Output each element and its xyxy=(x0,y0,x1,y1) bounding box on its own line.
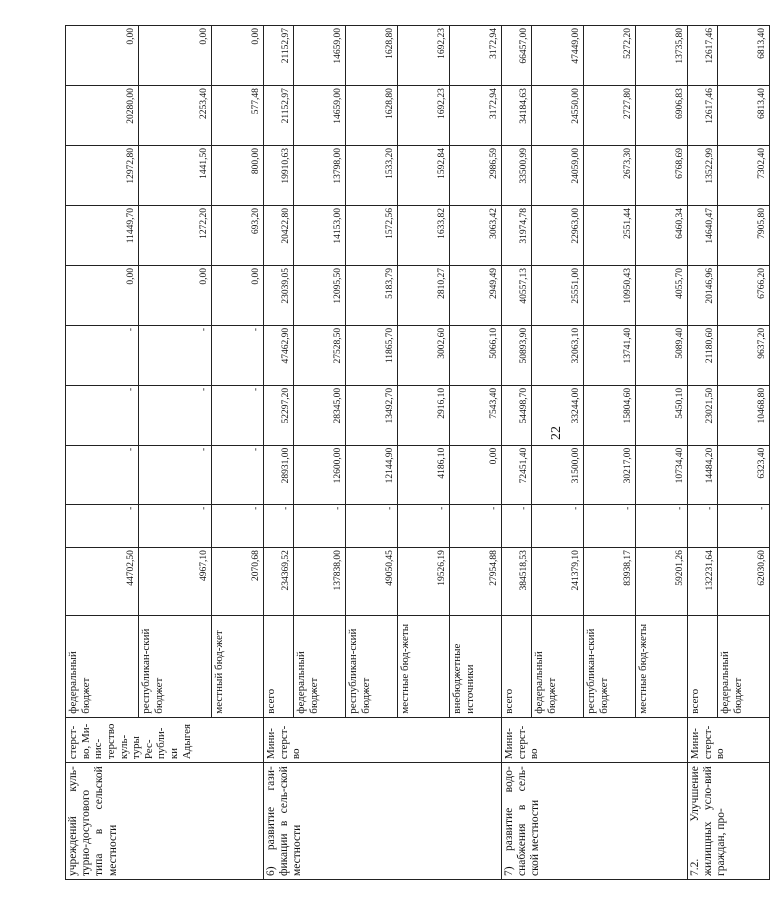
value-cell: 3002,60 xyxy=(398,325,450,385)
table-row xyxy=(66,26,139,880)
table-row xyxy=(502,26,532,880)
value-cell: 2916,10 xyxy=(398,385,450,445)
value-cell: 2551,44 xyxy=(584,205,636,265)
value-cell: 27954,88 xyxy=(450,548,502,616)
value-cell: - xyxy=(66,445,139,504)
value-cell: 3063,42 xyxy=(450,205,502,265)
value-cell: 19526,19 xyxy=(398,548,450,616)
value-cell: 14484,20 xyxy=(688,445,718,504)
value-cell: 3172,94 xyxy=(450,86,502,146)
value-cell: 21180,60 xyxy=(688,325,718,385)
value-cell: 2810,27 xyxy=(398,265,450,325)
value-cell: 1441,50 xyxy=(139,146,212,206)
value-cell: - xyxy=(398,504,450,547)
value-cell: 28345,00 xyxy=(294,385,346,445)
measure-description: учреждений куль-турно-досугового типа в сельской местности xyxy=(66,763,264,880)
measure-description: 7) развитие водо-снабжения в сель-ской местности xyxy=(502,763,688,880)
value-cell: - xyxy=(450,504,502,547)
value-cell: 5183,79 xyxy=(346,265,398,325)
funding-source: федеральный бюджет xyxy=(718,616,770,717)
value-cell: 384518,53 xyxy=(502,548,532,616)
value-cell: 24059,00 xyxy=(532,146,584,206)
value-cell: 7302,40 xyxy=(718,146,770,206)
value-cell: 12144,90 xyxy=(346,445,398,504)
value-cell: 4967,10 xyxy=(139,548,212,616)
measure-description: 6) развитие гази-фикации в сель-ской местности xyxy=(264,763,502,880)
value-cell: - xyxy=(212,385,264,445)
value-cell: 13735,80 xyxy=(636,26,688,86)
value-cell: 137838,00 xyxy=(294,548,346,616)
value-cell: 0,00 xyxy=(212,265,264,325)
value-cell: 14640,47 xyxy=(688,205,718,265)
value-cell: 47462,90 xyxy=(264,325,294,385)
value-cell: 33500,99 xyxy=(502,146,532,206)
value-cell: 5089,40 xyxy=(636,325,688,385)
value-cell: 15804,60 xyxy=(584,385,636,445)
value-cell: - xyxy=(66,385,139,445)
value-cell: 12617,46 xyxy=(688,86,718,146)
value-cell: 10468,80 xyxy=(718,385,770,445)
value-cell: 12600,00 xyxy=(294,445,346,504)
value-cell: - xyxy=(294,504,346,547)
value-cell: 7905,80 xyxy=(718,205,770,265)
value-cell: 14153,00 xyxy=(294,205,346,265)
value-cell: 1592,84 xyxy=(398,146,450,206)
program-financing-table xyxy=(65,25,770,880)
value-cell: - xyxy=(139,385,212,445)
value-cell: - xyxy=(212,504,264,547)
value-cell: 10734,40 xyxy=(636,445,688,504)
value-cell: 83938,17 xyxy=(584,548,636,616)
responsible-executor: Мини-стерст-во xyxy=(264,717,502,762)
value-cell: - xyxy=(139,445,212,504)
value-cell: 21152,97 xyxy=(264,86,294,146)
value-cell: 14659,00 xyxy=(294,86,346,146)
value-cell: 13522,99 xyxy=(688,146,718,206)
value-cell: - xyxy=(139,504,212,547)
value-cell: - xyxy=(532,504,584,547)
funding-source: федеральный бюджет xyxy=(66,616,139,717)
value-cell: 22963,00 xyxy=(532,205,584,265)
value-cell: 577,48 xyxy=(212,86,264,146)
value-cell: 6768,69 xyxy=(636,146,688,206)
value-cell: 1272,20 xyxy=(139,205,212,265)
value-cell: 5450,10 xyxy=(636,385,688,445)
value-cell: 4055,70 xyxy=(636,265,688,325)
value-cell: - xyxy=(502,504,532,547)
funding-source: республикан-ский бюджет xyxy=(139,616,212,717)
measure-description: 7.2. Улучшение жилищных усло-вий граждан, про- xyxy=(688,763,770,880)
value-cell: 72451,40 xyxy=(502,445,532,504)
funding-source: республикан-ский бюджет xyxy=(346,616,398,717)
value-cell: 0,00 xyxy=(66,265,139,325)
value-cell: - xyxy=(212,445,264,504)
value-cell: 14659,00 xyxy=(294,26,346,86)
value-cell: 3172,94 xyxy=(450,26,502,86)
value-cell: 6906,83 xyxy=(636,86,688,146)
value-cell: 0,00 xyxy=(66,26,139,86)
value-cell: 13741,40 xyxy=(584,325,636,385)
value-cell: 132231,64 xyxy=(688,548,718,616)
value-cell: 20146,96 xyxy=(688,265,718,325)
value-cell: 2070,68 xyxy=(212,548,264,616)
value-cell: - xyxy=(212,325,264,385)
table-row xyxy=(264,26,294,880)
funding-source: местные бюд-жеты xyxy=(636,616,688,717)
value-cell: 12972,80 xyxy=(66,146,139,206)
value-cell: 28931,00 xyxy=(264,445,294,504)
value-cell: 0,00 xyxy=(450,445,502,504)
table-row xyxy=(688,26,718,880)
funding-source: всего xyxy=(264,616,294,717)
value-cell: 12617,46 xyxy=(688,26,718,86)
funding-source: республикан-ский бюджет xyxy=(584,616,636,717)
value-cell: 2986,59 xyxy=(450,146,502,206)
value-cell: 23021,50 xyxy=(688,385,718,445)
value-cell: 19910,63 xyxy=(264,146,294,206)
funding-source: всего xyxy=(688,616,718,717)
funding-source: всего xyxy=(502,616,532,717)
value-cell: 2673,30 xyxy=(584,146,636,206)
value-cell: 13492,70 xyxy=(346,385,398,445)
rotated-table-container xyxy=(65,25,768,880)
value-cell: 49050,45 xyxy=(346,548,398,616)
responsible-executor: стерст-во, Ми-нис-терство куль-туры Рес-публи-ки Адыгея xyxy=(66,717,264,762)
value-cell: 5272,20 xyxy=(584,26,636,86)
funding-source: местный бюд-жет xyxy=(212,616,264,717)
value-cell: 33244,00 xyxy=(532,385,584,445)
value-cell: 62030,60 xyxy=(718,548,770,616)
value-cell: 20280,00 xyxy=(66,86,139,146)
value-cell: - xyxy=(584,504,636,547)
value-cell: 59201,26 xyxy=(636,548,688,616)
value-cell: 52297,20 xyxy=(264,385,294,445)
value-cell: 241379,10 xyxy=(532,548,584,616)
value-cell: 5066,10 xyxy=(450,325,502,385)
value-cell: 9637,20 xyxy=(718,325,770,385)
value-cell: 1628,80 xyxy=(346,26,398,86)
value-cell: - xyxy=(718,504,770,547)
funding-source: местные бюд-жеты xyxy=(398,616,450,717)
value-cell: - xyxy=(66,504,139,547)
value-cell: - xyxy=(688,504,718,547)
value-cell: 27528,50 xyxy=(294,325,346,385)
value-cell: 30217,00 xyxy=(584,445,636,504)
value-cell: 2253,40 xyxy=(139,86,212,146)
value-cell: 20422,80 xyxy=(264,205,294,265)
value-cell: - xyxy=(636,504,688,547)
value-cell: 1692,23 xyxy=(398,86,450,146)
value-cell: 0,00 xyxy=(139,265,212,325)
value-cell: 11449,70 xyxy=(66,205,139,265)
value-cell: 23039,05 xyxy=(264,265,294,325)
value-cell: 32063,10 xyxy=(532,325,584,385)
value-cell: 6813,40 xyxy=(718,86,770,146)
value-cell: 50893,90 xyxy=(502,325,532,385)
value-cell: 1692,23 xyxy=(398,26,450,86)
responsible-executor: Мини-стерст-во xyxy=(688,717,770,762)
value-cell: 31500,00 xyxy=(532,445,584,504)
value-cell: 6460,34 xyxy=(636,205,688,265)
value-cell: 1533,20 xyxy=(346,146,398,206)
value-cell: 24550,00 xyxy=(532,86,584,146)
value-cell: 34184,63 xyxy=(502,86,532,146)
funding-source: федеральный бюджет xyxy=(294,616,346,717)
value-cell: - xyxy=(139,325,212,385)
value-cell: 0,00 xyxy=(139,26,212,86)
value-cell: 54498,70 xyxy=(502,385,532,445)
funding-source: федеральный бюджет xyxy=(532,616,584,717)
value-cell: 6323,40 xyxy=(718,445,770,504)
value-cell: 21152,97 xyxy=(264,26,294,86)
value-cell: 7543,40 xyxy=(450,385,502,445)
value-cell: 13798,00 xyxy=(294,146,346,206)
value-cell: 31974,78 xyxy=(502,205,532,265)
value-cell: 234369,52 xyxy=(264,548,294,616)
value-cell: 6813,40 xyxy=(718,26,770,86)
value-cell: 44702,50 xyxy=(66,548,139,616)
value-cell: 800,00 xyxy=(212,146,264,206)
value-cell: 1572,56 xyxy=(346,205,398,265)
value-cell: - xyxy=(264,504,294,547)
value-cell: 12095,50 xyxy=(294,265,346,325)
value-cell: 10950,43 xyxy=(584,265,636,325)
funding-source: внебюджетные источники xyxy=(450,616,502,717)
value-cell: - xyxy=(66,325,139,385)
value-cell: 11865,70 xyxy=(346,325,398,385)
page-number: 22 xyxy=(549,426,564,440)
value-cell: 693,20 xyxy=(212,205,264,265)
responsible-executor: Мини-стерст-во xyxy=(502,717,688,762)
value-cell: 1628,80 xyxy=(346,86,398,146)
value-cell: 4186,10 xyxy=(398,445,450,504)
value-cell: 25551,00 xyxy=(532,265,584,325)
value-cell: 0,00 xyxy=(212,26,264,86)
value-cell: 40557,13 xyxy=(502,265,532,325)
value-cell: 6766,20 xyxy=(718,265,770,325)
value-cell: 2949,49 xyxy=(450,265,502,325)
value-cell: - xyxy=(346,504,398,547)
value-cell: 1633,82 xyxy=(398,205,450,265)
value-cell: 66457,00 xyxy=(502,26,532,86)
value-cell: 47449,00 xyxy=(532,26,584,86)
value-cell: 2727,80 xyxy=(584,86,636,146)
